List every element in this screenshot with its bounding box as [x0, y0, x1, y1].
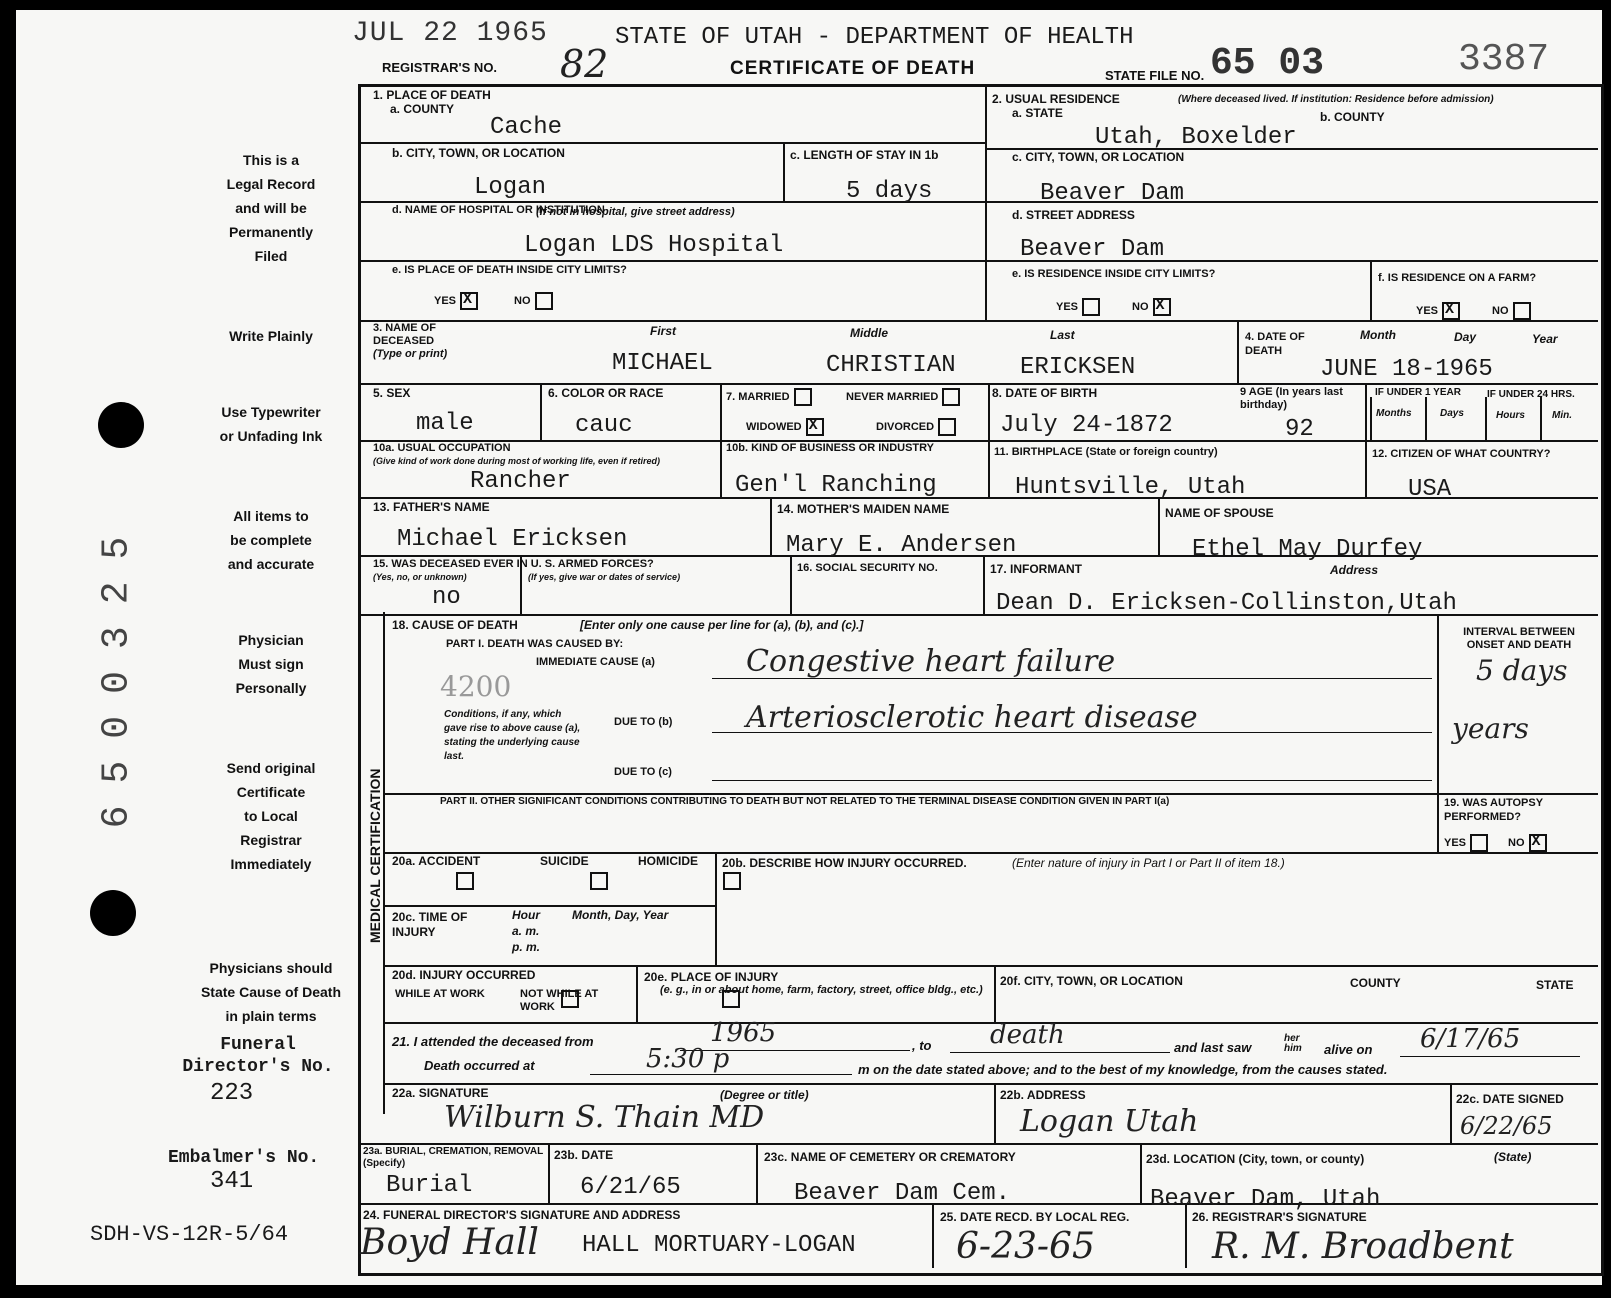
birthplace-value: Huntsville, Utah [1015, 474, 1246, 501]
physician-address: Logan Utah [1020, 1104, 1199, 1139]
certificate-title: CERTIFICATE OF DEATH [730, 58, 976, 79]
age-value: 92 [1285, 416, 1314, 443]
county-value: Cache [490, 114, 563, 141]
autopsy-yes-checkbox[interactable] [1470, 834, 1488, 852]
city-label: b. CITY, TOWN, OR LOCATION [392, 146, 565, 160]
inside-city-label: e. IS PLACE OF DEATH INSIDE CITY LIMITS? [392, 264, 627, 276]
autopsy-yes: YES [1444, 834, 1488, 852]
rule [1437, 614, 1439, 852]
length-of-stay-label: c. LENGTH OF STAY IN 1b [790, 148, 939, 162]
rule [1370, 397, 1372, 440]
burial-location-value: Beaver Dam, Utah [1150, 1186, 1381, 1213]
funeral-director-signature: Boyd Hall [360, 1222, 539, 1263]
hospital-label: d. NAME OF HOSPITAL OR INSTITUTION [392, 204, 605, 216]
rule [361, 1143, 1598, 1145]
armed-note-2: (If yes, give war or dates of service) [528, 572, 681, 582]
rule [540, 383, 542, 440]
armed-forces-label: 15. WAS DECEASED EVER IN U. S. ARMED FORCES? [373, 558, 654, 570]
autopsy-no: NOX [1508, 834, 1547, 852]
cause-label: 18. CAUSE OF DEATH [392, 618, 518, 632]
rule [983, 555, 985, 614]
cause-c-line [712, 780, 1432, 781]
months-label: Months [1376, 408, 1412, 419]
burial-value: Burial [386, 1172, 473, 1199]
received-stamp-date: JUL 22 1965 [352, 18, 548, 49]
res-inside-city-no-checkbox[interactable] [1153, 298, 1171, 316]
place-of-death-label: 1. PLACE OF DEATH [373, 88, 491, 102]
rule [783, 142, 785, 201]
place-injury-note: (e. g., in or about home, farm, factory, street, office bldg., etc.) [660, 984, 983, 996]
date-signed-value: 6/22/65 [1460, 1112, 1553, 1140]
cause-note: [Enter only one cause per line for (a), (b), and (c).] [580, 618, 864, 632]
suicide-label: SUICIDE [540, 854, 589, 868]
state-file-label: STATE FILE NO. [1105, 68, 1205, 83]
rule [994, 965, 996, 1022]
attended-to-line [950, 1052, 1170, 1053]
complete-note: All items to be complete and accurate [227, 508, 315, 572]
to-label: , to [912, 1038, 932, 1053]
rule [994, 1083, 996, 1143]
occupation-value: Rancher [470, 468, 571, 495]
hour-label: Hour [512, 908, 540, 922]
day-label: Day [1454, 330, 1477, 344]
accident-checkbox[interactable] [456, 872, 474, 890]
injury-occurred-label: 20d. INJURY OCCURRED [392, 968, 536, 982]
rule [1237, 320, 1239, 383]
widowed-option: WIDOWEDX [746, 418, 824, 436]
days-label: Days [1440, 408, 1464, 419]
rule [770, 497, 772, 555]
physician-signature: Wilburn S. Thain MD [444, 1100, 765, 1135]
him-her-label: her him [1284, 1033, 1302, 1054]
ssn-label: 16. SOCIAL SECURITY NO. [797, 562, 938, 574]
registrar-no: 82 [560, 42, 609, 86]
while-work-option: WHILE AT WORK [395, 988, 485, 1000]
medical-certification-label: MEDICAL CERTIFICATION [367, 768, 383, 943]
res-county-label: b. COUNTY [1320, 110, 1385, 124]
farm-yes-checkbox[interactable] [1442, 302, 1460, 320]
mother-value: Mary E. Andersen [786, 532, 1017, 559]
inside-city-yes-checkbox[interactable] [460, 292, 478, 310]
cemetery-label: 23c. NAME OF CEMETERY OR CREMATORY [764, 1150, 1016, 1164]
res-city-label: c. CITY, TOWN, OR LOCATION [1012, 150, 1185, 164]
part1-label: PART I. DEATH WAS CAUSED BY: [446, 638, 624, 650]
date-of-death-label: 4. DATE OF DEATH [1245, 331, 1305, 357]
race-label: 6. COLOR OR RACE [548, 386, 664, 400]
street-address-label: d. STREET ADDRESS [1012, 208, 1135, 222]
business-label: 10b. KIND OF BUSINESS OR INDUSTRY [726, 442, 935, 454]
rule [1140, 1143, 1142, 1203]
inside-city-no-checkbox[interactable] [535, 292, 553, 310]
first-name-value: MICHAEL [612, 350, 713, 377]
death-at-label: Death occurred at [424, 1058, 535, 1073]
cause-a-value: Congestive heart failure [746, 644, 1116, 679]
immediate-cause-label: IMMEDIATE CAUSE (a) [536, 656, 655, 668]
rule [385, 793, 1598, 795]
occupation-label: 10a. USUAL OCCUPATION [373, 442, 511, 454]
under-24-label: IF UNDER 24 HRS. [1487, 389, 1575, 400]
send-original-note: Send original Certificate to Local Registrar Immediately [226, 760, 316, 872]
street-value: Beaver Dam [1020, 236, 1165, 263]
loc-state-label: (State) [1494, 1150, 1532, 1164]
registrar-sig-label: 26. REGISTRAR'S SIGNATURE [1192, 1210, 1367, 1224]
rule [715, 852, 717, 965]
due-c-label: DUE TO (c) [614, 766, 672, 778]
not-while-work-option: NOT WHILE AT WORK [520, 988, 599, 1013]
location-label: 23d. LOCATION (City, town, or county) [1146, 1152, 1365, 1166]
middle-name-value: CHRISTIAN [826, 352, 956, 379]
inside-city-no: NO [514, 292, 553, 310]
rule [361, 201, 1598, 203]
state-file-no: 65 03 [1210, 42, 1325, 85]
time-injury-label: 20c. TIME OF INJURY [392, 910, 468, 939]
injury-how-note: (Enter nature of injury in Part I or Part II of item 18.) [1012, 856, 1285, 870]
homicide-label: HOMICIDE [638, 854, 698, 868]
date-recd-label: 25. DATE RECD. BY LOCAL REG. [940, 1210, 1130, 1224]
mdy-label: Month, Day, Year [572, 908, 669, 922]
hours-label: Hours [1496, 410, 1525, 421]
attended-to-value: death [990, 1020, 1065, 1050]
res-inside-city-label: e. IS RESIDENCE INSIDE CITY LIMITS? [1012, 268, 1216, 280]
autopsy-label: 19. WAS AUTOPSY PERFORMED? [1444, 797, 1543, 823]
rule [361, 320, 1598, 322]
cause-b-line [712, 732, 1432, 733]
middle-label: Middle [850, 326, 888, 340]
punch-hole-bottom [90, 890, 136, 936]
married-option: 7. MARRIED [726, 388, 812, 406]
rule [385, 905, 715, 907]
informant-label: 17. INFORMANT [990, 562, 1083, 576]
res-state-label: a. STATE [1012, 106, 1063, 120]
vertical-file-number: 6500325 [95, 514, 139, 829]
informant-value: Dean D. Ericksen-Collinston,Utah [996, 590, 1457, 617]
farm-yes: YESX [1416, 302, 1460, 320]
last-label: Last [1050, 328, 1075, 342]
part2-label: PART II. OTHER SIGNIFICANT CONDITIONS CONTRIBUTING TO DEATH BUT NOT RELATED TO THE TERMINAL DISEASE CONDITION GIVEN IN PART I(a) [440, 796, 1170, 807]
name-of-deceased-label: 3. NAME OF DECEASED (Type or print) [373, 322, 448, 360]
funeral-director-no: 223 [210, 1080, 254, 1107]
rule [361, 383, 1598, 385]
rule [756, 1143, 758, 1203]
death-time-line [590, 1074, 852, 1075]
rule [361, 142, 985, 144]
birthplace-label: 11. BIRTHPLACE (State or foreign country) [994, 446, 1218, 458]
min-label: Min. [1552, 410, 1572, 421]
homicide-checkbox[interactable] [723, 872, 741, 890]
rule [385, 965, 1598, 967]
last-saw-line [1400, 1056, 1580, 1057]
embalmer-no: 341 [210, 1168, 254, 1195]
res-inside-city-no: NOX [1132, 298, 1171, 316]
alive-on-label: alive on [1324, 1042, 1373, 1057]
age-label: 9 AGE (In years last birthday) [1240, 386, 1343, 411]
death-time-value: 5:30 p [646, 1044, 730, 1074]
rule [361, 260, 1598, 262]
injury-how-label: 20b. DESCRIBE HOW INJURY OCCURRED. [722, 856, 967, 870]
signature-label: 22a. SIGNATURE [392, 1086, 489, 1100]
rule [1158, 497, 1160, 555]
res-city-value: Beaver Dam [1040, 180, 1185, 207]
rule [790, 555, 792, 614]
burial-label: 23a. BURIAL, CREMATION, REMOVAL (Specify) [363, 1146, 544, 1169]
rule [1425, 397, 1427, 440]
month-label: Month [1360, 328, 1396, 342]
rule [1540, 397, 1542, 440]
citizen-label: 12. CITIZEN OF WHAT COUNTRY? [1372, 448, 1551, 460]
injury-state-label: STATE [1536, 978, 1574, 992]
typewriter-note: Use Typewriter or Unfading Ink [219, 404, 323, 444]
physician-sign-note: Physician Must sign Personally [235, 632, 307, 696]
rule [548, 1143, 550, 1203]
under-1-year-label: IF UNDER 1 YEAR [1375, 387, 1461, 398]
stay-value: 5 days [846, 178, 933, 205]
spouse-value: Ethel May Durfey [1192, 536, 1423, 563]
last-saw-label: and last saw [1174, 1040, 1252, 1055]
death-at-tail: m on the date stated above; and to the best of my knowledge, from the causes stated. [858, 1062, 1388, 1077]
rule [1485, 397, 1487, 440]
medical-cert-divider [383, 612, 385, 1114]
mother-label: 14. MOTHER'S MAIDEN NAME [777, 502, 950, 516]
registrar-signature: R. M. Broadbent [1212, 1226, 1514, 1267]
department-title: STATE OF UTAH - DEPARTMENT OF HEALTH [615, 24, 1134, 51]
usual-residence-note: (Where deceased lived. If institution: Residence before admission) [1178, 94, 1494, 105]
place-injury-label: 20e. PLACE OF INJURY [644, 970, 779, 984]
last-saw-value: 6/17/65 [1420, 1024, 1521, 1054]
cause-b-value: Arteriosclerotic heart disease [746, 700, 1198, 735]
rule [636, 965, 638, 1022]
dob-value: July 24-1872 [1000, 412, 1173, 439]
form-frame [358, 84, 1604, 1276]
rule [1365, 383, 1367, 497]
death-date-value: JUNE 18-1965 [1320, 356, 1493, 383]
inside-city-yes: YESX [434, 292, 478, 310]
occupation-note: (Give kind of work done during most of working life, even if retired) [373, 456, 661, 466]
res-inside-city-yes-checkbox[interactable] [1082, 298, 1100, 316]
farm-no-checkbox[interactable] [1513, 302, 1531, 320]
sig-address-label: 22b. ADDRESS [1000, 1088, 1086, 1102]
mortuary-value: HALL MORTUARY-LOGAN [582, 1232, 856, 1259]
date-recd-value: 6-23-65 [956, 1226, 1095, 1267]
cause-a-line [712, 678, 1432, 679]
rule [985, 86, 987, 320]
res-inside-city-yes: YES [1056, 298, 1100, 316]
pm-label: p. m. [512, 940, 541, 954]
date-signed-label: 22c. DATE SIGNED [1456, 1092, 1564, 1106]
burial-date-label: 23b. DATE [554, 1148, 614, 1162]
first-label: First [650, 324, 677, 338]
sex-label: 5. SEX [373, 386, 411, 400]
accident-label: 20a. ACCIDENT [392, 854, 481, 868]
hospital-note: (If not in hospital, give street address) [536, 206, 735, 218]
interval-b-value: years [1452, 712, 1529, 745]
usual-residence-label: 2. USUAL RESIDENCE [992, 92, 1120, 106]
interval-a-value: 5 days [1476, 654, 1568, 687]
citizen-value: USA [1408, 476, 1452, 503]
father-label: 13. FATHER'S NAME [373, 500, 490, 514]
file-sequence-no: 3387 [1458, 38, 1550, 81]
father-value: Michael Ericksen [397, 526, 628, 553]
interval-label: INTERVAL BETWEEN ONSET AND DEATH [1463, 626, 1575, 651]
armed-note: (Yes, no, or unknown) [373, 572, 467, 582]
autopsy-no-checkbox[interactable] [1529, 834, 1547, 852]
res-state-county-value: Utah, Boxelder [1095, 124, 1297, 151]
punch-hole-top [98, 402, 144, 448]
degree-label: (Degree or title) [720, 1088, 809, 1102]
embalmer-label: Embalmer's No. [168, 1148, 320, 1168]
sex-value: male [416, 410, 474, 437]
widowed-checkbox[interactable] [806, 418, 824, 436]
conditions-note: Conditions, if any, which gave rise to above cause (a), stating the underlying cause last. [444, 709, 581, 762]
hospital-value: Logan LDS Hospital [524, 232, 784, 259]
never-married-option: NEVER MARRIED [846, 388, 960, 406]
injury-county-label: COUNTY [1350, 976, 1401, 990]
attended-from-value: 1965 [710, 1018, 777, 1048]
rule [361, 440, 1598, 442]
informant-address-label: Address [1330, 563, 1379, 577]
form-code: SDH-VS-12R-5/64 [90, 1222, 289, 1247]
funeral-director-label: Funeral Director's No. [182, 1035, 334, 1077]
business-value: Gen'l Ranching [735, 472, 937, 499]
rule [385, 1083, 1598, 1085]
city-value: Logan [474, 174, 547, 201]
funeral-sig-label: 24. FUNERAL DIRECTOR'S SIGNATURE AND ADDRESS [363, 1208, 681, 1222]
rule [932, 1203, 934, 1268]
registrar-no-label: REGISTRAR'S NO. [382, 60, 498, 75]
last-name-value: ERICKSEN [1020, 354, 1136, 381]
cemetery-value: Beaver Dam Cem. [794, 1180, 1011, 1207]
legal-record-note: This is a Legal Record and will be Permanently Filed [226, 152, 316, 264]
married-checkbox[interactable] [794, 388, 812, 406]
cause-plain-terms-note: Physicians should State Cause of Death in plain terms [200, 960, 342, 1024]
burial-date-value: 6/21/65 [580, 1174, 681, 1201]
am-label: a. m. [512, 924, 540, 938]
rule [720, 383, 722, 497]
divorced-checkbox[interactable] [938, 418, 956, 436]
rule [1450, 1083, 1452, 1143]
never-married-checkbox[interactable] [942, 388, 960, 406]
rule [1370, 260, 1372, 320]
divorced-option: DIVORCED [876, 418, 956, 436]
year-label: Year [1532, 332, 1558, 346]
farm-label: f. IS RESIDENCE ON A FARM? [1378, 272, 1537, 284]
write-plainly-note: Write Plainly [229, 328, 313, 344]
injury-city-label: 20f. CITY, TOWN, OR LOCATION [1000, 974, 1183, 988]
race-value: cauc [575, 412, 633, 439]
dob-label: 8. DATE OF BIRTH [992, 386, 1098, 400]
rule [988, 383, 990, 497]
armed-value: no [432, 584, 461, 611]
spouse-label: NAME OF SPOUSE [1165, 506, 1274, 520]
due-b-label: DUE TO (b) [614, 716, 673, 728]
diagnosis-code: 4200 [440, 670, 512, 703]
attended-label: 21. I attended the deceased from [392, 1034, 594, 1049]
farm-no: NO [1492, 302, 1531, 320]
county-label: a. COUNTY [390, 102, 455, 116]
suicide-checkbox[interactable] [590, 872, 608, 890]
